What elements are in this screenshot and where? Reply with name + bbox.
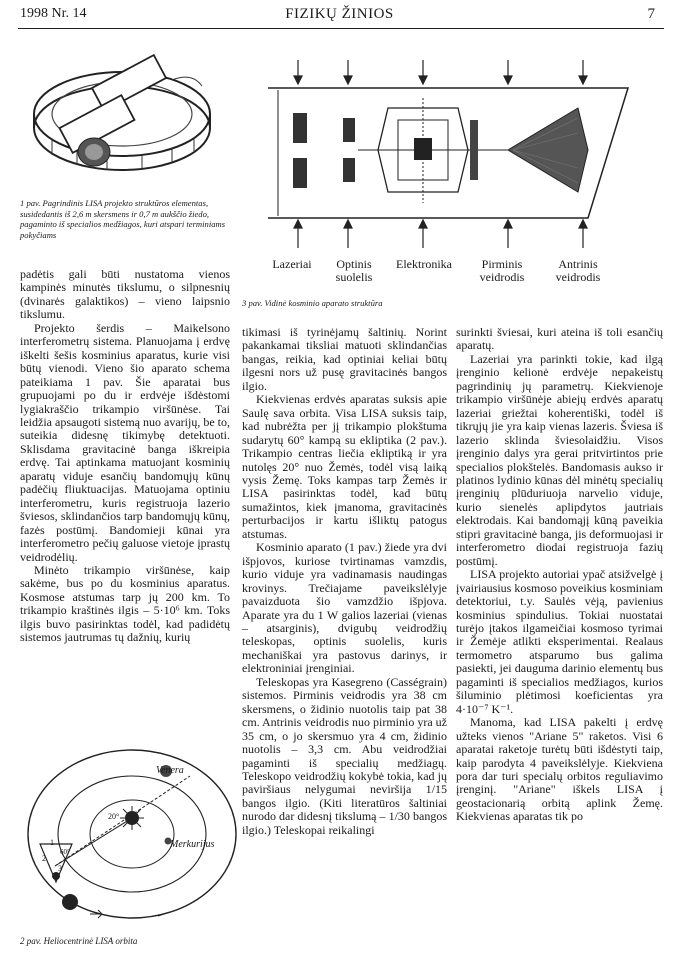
fig2-label-n1: 1 xyxy=(50,838,54,847)
header-rule xyxy=(18,28,664,29)
paragraph: Manoma, kad LISA pakelti į erdvę užteks vienos "Ariane 5" raketos. Visi 6 aparatai raketoje turėtų būti išdėstyti taip, kaip parodyta 4 paveikslėlyje. Kiekviena pora dar turi specialų orbitos reguliavimo įrenginį. "Ariane" iškels LISA į geostacionarią orbitą aplink Žemę. Kiekvienas aparatas tik po xyxy=(456,715,663,824)
fig2-label-n2: 2 xyxy=(42,854,46,863)
paragraph: Kiekvienas erdvės aparatas suksis apie Saulę sava orbita. Visa LISA suksis taip, kad nubrėžta per jį trikampio plokštuma sudarytų 60° kampą su ekliptika (2 pav.). Trikampio centras liečia ekliptiką ir yra nutolęs 20° nuo Žemės, todėl visą laiką vysis Žemę. Toks kampas tarp Žemės ir LISA pasirinktas todėl, kad būtų sumažintos, kiek įmanoma, gravitacinės perturbacijos ir kartu išliktų patogus atstumas. xyxy=(242,392,447,541)
issue-number: 1998 Nr. 14 xyxy=(20,6,87,21)
text-column-3 xyxy=(456,326,663,824)
fig2-label-merkurijus: Merkurijus xyxy=(170,839,215,850)
fig2-label-venera: Venera xyxy=(156,765,184,776)
fig3-label-lazeriai: Lazeriai xyxy=(272,257,312,271)
fig2-caption: 2 pav. Heliocentrinė LISA orbita xyxy=(20,936,138,946)
fig3-internal-structure xyxy=(238,58,670,258)
paragraph: tikimasi iš tyrinėjamų šaltinių. Norint pakankamai tiksliai matuoti sklindančias bangas, reikia, kad optiniai keliai būtų ilgesni nors už pusę gravitacinės bangos ilgio. xyxy=(242,325,447,393)
fig3-label-antrinis: Antrinis veidrodis xyxy=(555,257,601,284)
paragraph: Minėto trikampio viršūnėse, kaip sakėme, bus po du kosminius aparatus. Kosmose atstumas tarp jų 200 km. To trikampio kraštinės ilgis – 5·10⁶ km. Toks ilgis buvo pasirinktas todėl, kad padidėtų sistemos jautrumas tų dažnių, kurių xyxy=(20,562,230,645)
paragraph: Kosminio aparato (1 pav.) žiede yra dvi išpjovos, kuriose tvirtinamas vamzdis, kurio viduje yra vadinamasis naudingas krovinys. Trečiajame paveikslėlyje pavaizduota šio vamzdžio išpjova. Aparate yra du 1 W galios lazeriai (vienas – atsarginis), dvigubų veidrodžių teleskopas, optinis suolelis, kuris mechaniškai yra pastovus darinys, ir elektroniniai įrenginiai. xyxy=(242,540,447,676)
paragraph: Teleskopas yra Kasegreno (Casségrain) sistemos. Pirminis veidrodis yra 38 cm skersmens, o židinio nuotolis taip pat 38 cm. Antrinis veidrodis nuo pirminio yra už 35 cm, o jo skersmuo yra 4 cm, židinio nuotolis – 3,3 cm. Abu veidrodžiai pagaminti iš specialių medžiagų. Teleskopo veidrodžių kokybė tokia, kad jų paviršiaus nelygumai neviršija 1/15 bangos ilgio. (Kiti literatūros šaltiniai nurodo dar didesnį tikslumą – 1/30 bangos ilgio.) Teleskopai reikalingi xyxy=(242,674,447,837)
fig2-label-angle: 20° xyxy=(108,812,120,821)
page-header xyxy=(0,4,679,30)
page-number: 7 xyxy=(647,6,655,22)
text-column-1 xyxy=(20,268,230,645)
fig3-caption: 3 pav. Vidinė kosminio aparato struktūra xyxy=(242,298,383,308)
paragraph: padėtis gali būti nustatoma vienos kampinės minutės tikslumu, o silpnesnių (dvinarės galaktikos) – vieno laipsnio tikslumu. xyxy=(20,267,230,322)
fig3-label-optinis: Optinis suolelis xyxy=(335,257,373,284)
fig2-label-angle2: 60° xyxy=(60,848,70,856)
fig1-ring-drawing xyxy=(22,40,222,190)
text-column-2 xyxy=(242,326,447,837)
fig3-label-pirminis: Pirminis veidrodis xyxy=(479,257,525,284)
paragraph: Lazeriai yra parinkti tokie, kad ilgą įrenginio kelionė erdvėje nepakeistų pagrindinių jų parametrų. Kiekvienoje trikampio viršūnėje abiejų erdvės aparatų lazeriai griežtai koherentiški, todėl iš tikrųjų jie yra kaip vienas lazeris. Šviesa iš lazerio sklinda šviesolaidžiu. Visos įrenginio dalys yra gerai pritvirtintos prie specialios plokštelės. Bandomasis aukso ir platinos lydinio kūnas dėl minėtų specialių įrenginių plūduriuoja narvelio viduje, kurio sienelės aplipdytos jautriais elektrodais. Kai bandomąjį kūną paveikia stipri gravitacinė banga, jis deformuojasi ir interferometro diodai registruoja fazių postūmį. xyxy=(456,351,663,568)
fig3-label-elektronika: Elektronika xyxy=(396,257,452,271)
paragraph: LISA projekto autoriai ypač atsižvelgė į įvairiausius kosmoso poveikius kosminiam detektoriui, t.y. Saulės vėją, pavienius kosminius spindulius. Tokiai nuostatai turėjo įtakos ilgameičiai kosmoso tyrimai ir Žemėje atlikti eksperimentai. Realaus termometro atsparumo bus galima pasiekti, jei dauguma darinio elementų bus pagaminti iš specialios medžiagos, kurios šiluminio plėtimosi koeficientas yra 4·10⁻⁷ K⁻¹. xyxy=(456,567,663,716)
fig1-caption: 1 pav. Pagrindinis LISA projekto struktūros elementas, susidedantis iš 2,6 m skersmens ir 0,7 m aukščio žiedo, pagaminto iš specialios medžiagos, kuri atspari terminiams pokyčiams xyxy=(20,198,226,240)
fig2-label-n3: 3 xyxy=(58,864,62,873)
paragraph: Projekto šerdis – Maikelsono interferometrų sistema. Planuojama į erdvę iškelti šešis kosminius aparatus, kurie visi būtų vienodi. Vieno šio aparato schema pateikiama 1 pav. Šie aparatai bus grupuojami po du ir erdvėje išdėstomi lygiakraščio trikampio viršūnėse. Tai leidžia apsaugoti sistemą nuo avarijų, be to, suteikia didesnę tikimybę detektuoti. Sklisdama gravitacinė banga iškreipia erdvę. Tai aptinkama matuojant kosminių aparatų viduje esančių bandomųjų kūnų padėčių fliuktuacijas. Matuojama optiniu interferometru, kuris registruoja lazerio šviesos, sklindančios tarp bandomųjų kūnų, fazės postūmį. Bandomieji kūnai yra interferometro pečių galuose vietoje įprastų veidrodėlių. xyxy=(20,320,230,564)
paragraph: surinkti šviesai, kuri ateina iš toli esančių aparatų. xyxy=(456,325,663,353)
journal-title: FIZIKŲ ŽINIOS xyxy=(285,6,394,22)
